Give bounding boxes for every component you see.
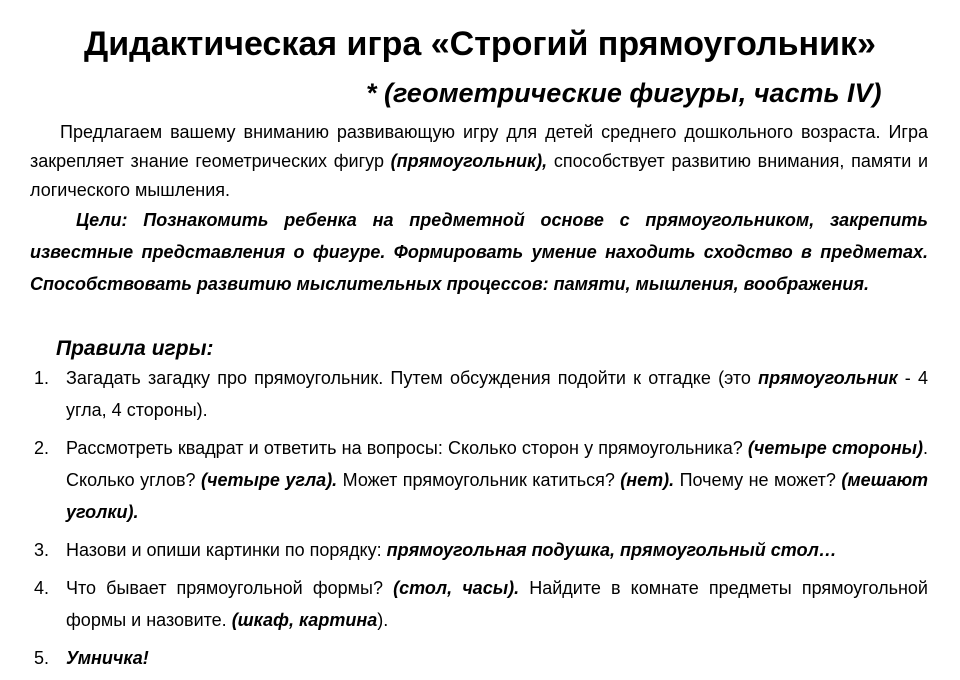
rule-item-3	[30, 534, 928, 566]
rule-number: 5.	[34, 648, 50, 668]
rule-text: Рассмотреть квадрат и ответить на вопросы: Сколько сторон у прямоугольника?	[66, 438, 748, 458]
rules-list	[30, 362, 928, 680]
rule-item-1	[30, 362, 928, 426]
page-title: Дидактическая игра «Строгий прямоугольник»	[84, 25, 876, 63]
rule-text: Загадать загадку про прямоугольник. Путем обсуждения подойти к отгадке (это	[66, 368, 759, 388]
rules-heading: Правила игры:	[56, 337, 214, 360]
intro-emphasis: (прямоугольник),	[390, 151, 548, 171]
goals-paragraph: Цели: Познакомить ребенка на предметной основе с прямоугольником, закрепить известные представления о фигуре. Формировать умение находить сходство в предметах. Способствовать развитию мыслительных процессов: памяти, мышления, воображения.	[30, 210, 928, 294]
rule-emphasis: (шкаф, картина	[231, 610, 378, 630]
rule-emphasis: прямоугольная подушка, прямоугольный стол…	[386, 540, 837, 560]
rule-text: . Сколько углов?	[66, 438, 928, 490]
rule-text: Что бывает прямоугольной формы?	[66, 578, 394, 598]
rule-emphasis: (стол, часы).	[393, 578, 520, 598]
rule-emphasis: (четыре стороны)	[747, 438, 923, 458]
rule-text: - 4 угла, 4 стороны).	[66, 368, 928, 420]
rule-item-5	[30, 642, 928, 674]
page-subtitle: * (геометрические фигуры, часть IV)	[366, 78, 882, 108]
rule-number: 4.	[34, 578, 50, 598]
intro-text-2: способствует развитию внимания, памяти и логического мышления.	[30, 151, 929, 200]
rule-item-4	[30, 572, 928, 636]
intro-paragraph	[30, 118, 928, 205]
rule-emphasis: прямоугольник	[758, 368, 898, 388]
rule-text: Почему не может?	[674, 470, 842, 490]
rule-number: 2.	[34, 438, 50, 458]
rule-item-2	[30, 432, 928, 528]
rule-emphasis: (четыре угла).	[201, 470, 338, 490]
rule-number: 3.	[34, 540, 50, 560]
rule-text: Может прямоугольник катиться?	[337, 470, 621, 490]
rule-number: 1.	[34, 368, 50, 388]
rule-text: ).	[377, 610, 389, 630]
rule-text: Найдите в комнате предметы прямоугольной формы и назовите.	[66, 578, 928, 630]
rule-emphasis: (мешают уголки).	[66, 470, 929, 522]
rule-emphasis: (нет).	[620, 470, 675, 490]
rule-emphasis: Умничка!	[66, 648, 149, 668]
rule-text: Назови и опиши картинки по порядку:	[66, 540, 387, 560]
intro-text-1: Предлагаем вашему вниманию развивающую игру для детей среднего дошкольного возраста. Игра закрепляет знание геометрических фигур	[30, 122, 928, 171]
